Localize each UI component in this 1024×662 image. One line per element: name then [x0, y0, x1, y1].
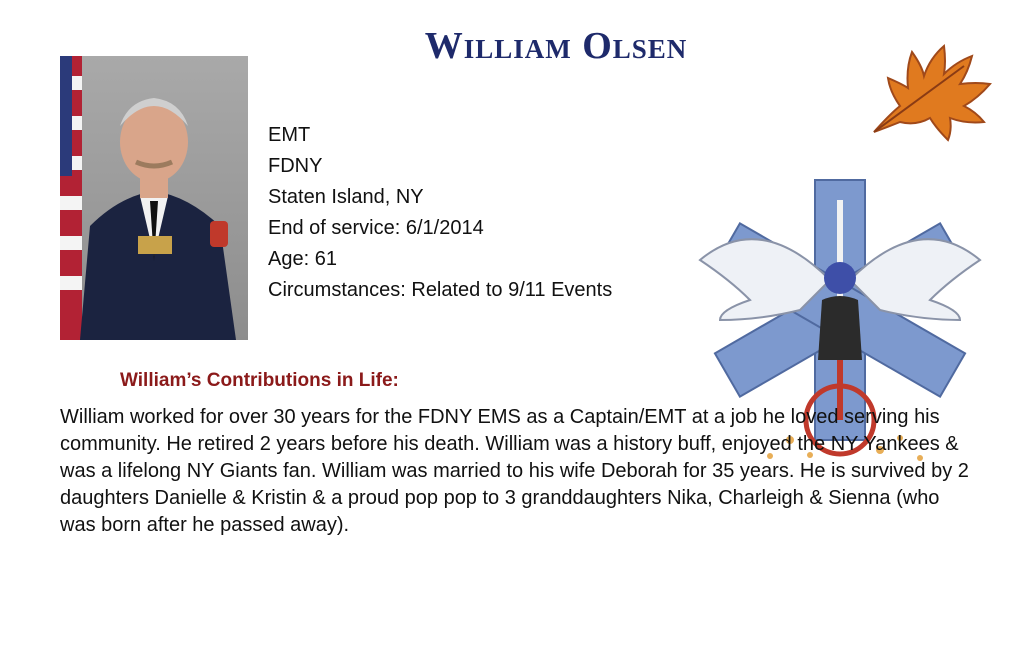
page-title: William Olsen: [424, 25, 688, 67]
fact-end-of-service: End of service: 6/1/2014: [268, 217, 484, 239]
profile-facts: [268, 120, 612, 306]
oak-leaf-icon: [860, 22, 996, 142]
fact-circumstances: Circumstances: Related to 9/11 Events: [268, 279, 613, 301]
fact-location: Staten Island, NY: [268, 186, 424, 208]
contributions-text: William worked for over 30 years for the FDNY EMS as a Captain/EMT at a job he loved serving his community. He retired 2 years before his death. William was a history buff, enjoyed the NY Yankees & was a lifelong NY Giants fan. William was married to his wife Deborah for 35 years. He is survived by 2 daughters Danielle & Kristin & a proud pop pop to 3 granddaughters Nika, Charleigh & Sienna (who was born after he passed away).: [60, 406, 969, 536]
portrait-photo: [60, 56, 248, 340]
fact-role: EMT: [268, 124, 311, 146]
fact-age: Age: 61: [268, 248, 337, 270]
fact-department: FDNY: [268, 155, 323, 177]
contributions-heading: William’s Contributions in Life:: [120, 370, 399, 391]
